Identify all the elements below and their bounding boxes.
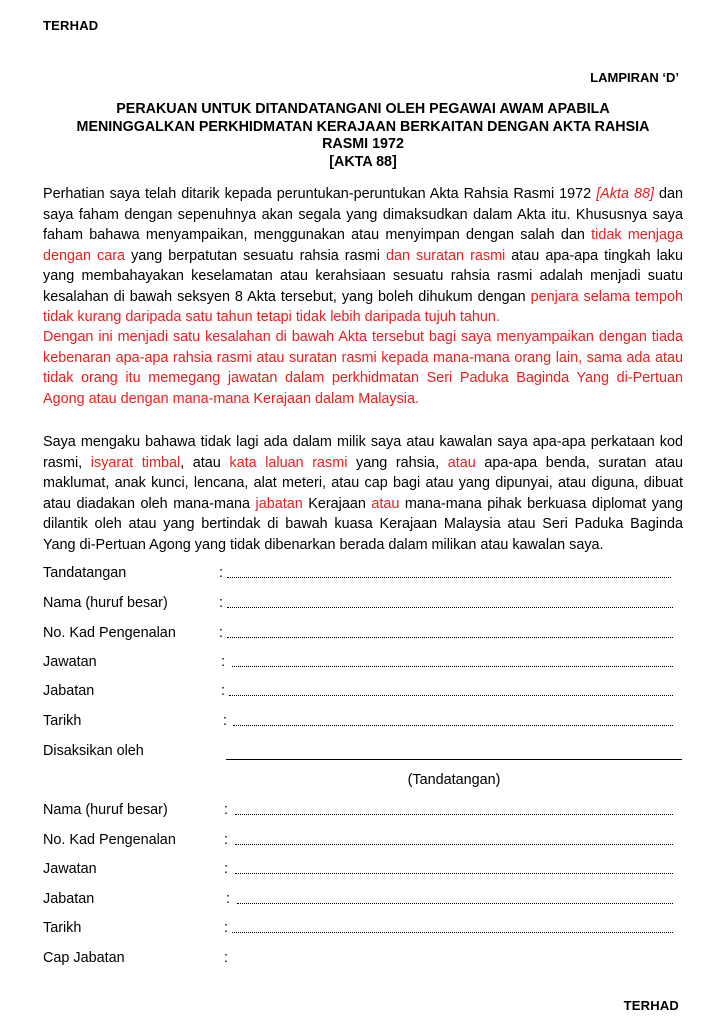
witness-ic-blank[interactable] [235,844,673,845]
paragraph-1 [43,184,683,328]
field-department [43,681,683,701]
witness-signature-line[interactable] [226,759,682,760]
field-label: Tarikh [43,713,82,729]
field-colon: : [219,565,223,581]
text-run: apa-apa benda, suratan atau maklumat, anak kunci, lencana, alat meteri, atau cap bagi atau yang dipunyai, atau diguna, dibuat atau diadakan oleh mana-mana [43,454,683,512]
text-run: dan saya faham dengan sepenuhnya akan segala yang dimaksudkan dalam Akta itu. Khususnya saya faham bahawa menyampaikan, menggunakan atau menyimpan dengan salah dan [43,186,683,243]
date-blank[interactable] [233,725,673,726]
highlight-run: jabatan [255,495,303,512]
field-witness [43,741,683,761]
field-witness-department [43,889,683,909]
highlight-run: isyarat timbal [90,454,181,471]
field-signature [43,563,683,583]
witness-date-blank[interactable] [232,932,673,933]
field-position [43,652,683,672]
field-colon: : [219,625,223,641]
department-blank[interactable] [229,695,673,696]
text-run: yang rahsia, [347,454,448,471]
text-run: Perhatian saya telah ditarik kepada peruntukan-peruntukan Akta Rahsia Rasmi 1972 [43,186,597,202]
field-label: Nama (huruf besar) [43,802,168,818]
text-run: yang berpatutan sesuatu rahsia rasmi [125,247,387,264]
highlight-run: atau [371,495,400,512]
field-label: No. Kad Pengenalan [43,832,176,848]
field-name [43,593,683,613]
paragraph-3 [43,432,683,555]
title-line-4: [AKTA 88] [329,153,397,170]
field-ic [43,623,683,643]
title-line-2: MENINGGALKAN PERKHIDMATAN KERAJAAN BERKAITAN DENGAN AKTA RAHSIA [76,118,650,135]
text-run: Kerajaan [302,495,372,512]
field-label: Nama (huruf besar) [43,595,168,611]
witness-name-blank[interactable] [235,814,673,815]
signature-caption: (Tandatangan) [407,772,501,788]
highlight-run: penjara selama tempoh tidak kurang daripada satu tahun tetapi tidak lebih daripada tujuh tahun. [43,288,683,325]
witness-position-blank[interactable] [235,873,673,874]
position-blank[interactable] [232,666,673,667]
field-colon: : [221,683,225,699]
highlight-run: tidak menjaga dengan cara [43,227,683,264]
highlight-run: [Akta 88] [596,186,654,202]
title-line-1: PERAKUAN UNTUK DITANDATANGANI OLEH PEGAWAI AWAM APABILA [116,101,610,117]
field-colon: : [221,654,225,670]
title-line-3: RASMI 1972 [322,136,404,152]
highlight-run: atau [447,454,476,471]
field-colon: : [226,891,230,907]
field-label: Cap Jabatan [43,950,125,966]
text-run: Saya mengaku bahawa tidak lagi ada dalam milik saya atau kawalan saya apa-apa perkataan kod rasmi, [43,434,683,471]
text-run: mana-mana pihak berkuasa diplomat yang dilantik oleh atau yang bertindak di bawah kuasa Kerajaan Malaysia atau Seri Paduka Baginda Yang di-Pertuan Agong yang tidak dibenarkan berada dalam milikan atau kawalan saya. [43,495,683,553]
highlight-run: dan suratan rasmi [386,247,506,264]
field-colon: : [224,861,228,877]
paragraph-2: Dengan ini menjadi satu kesalahan di bawah Akta tersebut bagi saya menyampaikan dengan tiada kebenaran apa-apa rahsia rasmi atau suratan rasmi kepada mana-mana orang lain, sama ada atau tidak orang itu memegang jawatan dalam perkhidmatan Seri Paduka Baginda Yang di-Pertuan Agong atau dengan mana-mana Kerajaan dalam Malaysia. [43,329,683,407]
field-witness-position [43,859,683,879]
field-label: Jabatan [43,891,95,907]
field-label: No. Kad Pengenalan [43,625,176,641]
field-colon: : [224,950,228,966]
annex-label: LAMPIRAN ‘D’ [590,70,679,85]
witness-label: Disaksikan oleh [43,743,144,759]
field-label: Tarikh [43,920,82,936]
text-run: atau apa-apa tingkah laku yang membahayakan keselamatan atau kerahsiaan sesuatu rahsia rasmi adalah menjadi suatu kesalahan di bawah seksyen 8 Akta tersebut, yang boleh dihukum dengan [43,247,684,305]
field-witness-ic [43,830,683,850]
classification-bottom: TERHAD [623,998,679,1013]
field-label: Jawatan [43,861,97,877]
signature-blank[interactable] [227,577,671,578]
field-label: Tandatangan [43,565,127,581]
field-label: Jabatan [43,683,95,699]
field-label: Jawatan [43,654,97,670]
highlight-run: kata laluan rasmi [229,454,348,471]
field-witness-stamp [43,948,683,968]
name-blank[interactable] [227,607,673,608]
classification-top: TERHAD [43,18,99,33]
field-witness-name [43,800,683,820]
ic-blank[interactable] [227,637,673,638]
text-run: , atau [180,454,230,471]
witness-department-blank[interactable] [237,903,673,904]
field-colon: : [219,595,223,611]
field-colon: : [224,802,228,818]
field-colon: : [224,832,228,848]
field-witness-date [43,918,683,938]
field-colon: : [223,713,227,729]
field-colon: : [224,920,228,936]
field-date [43,711,683,731]
document-title [43,101,683,171]
